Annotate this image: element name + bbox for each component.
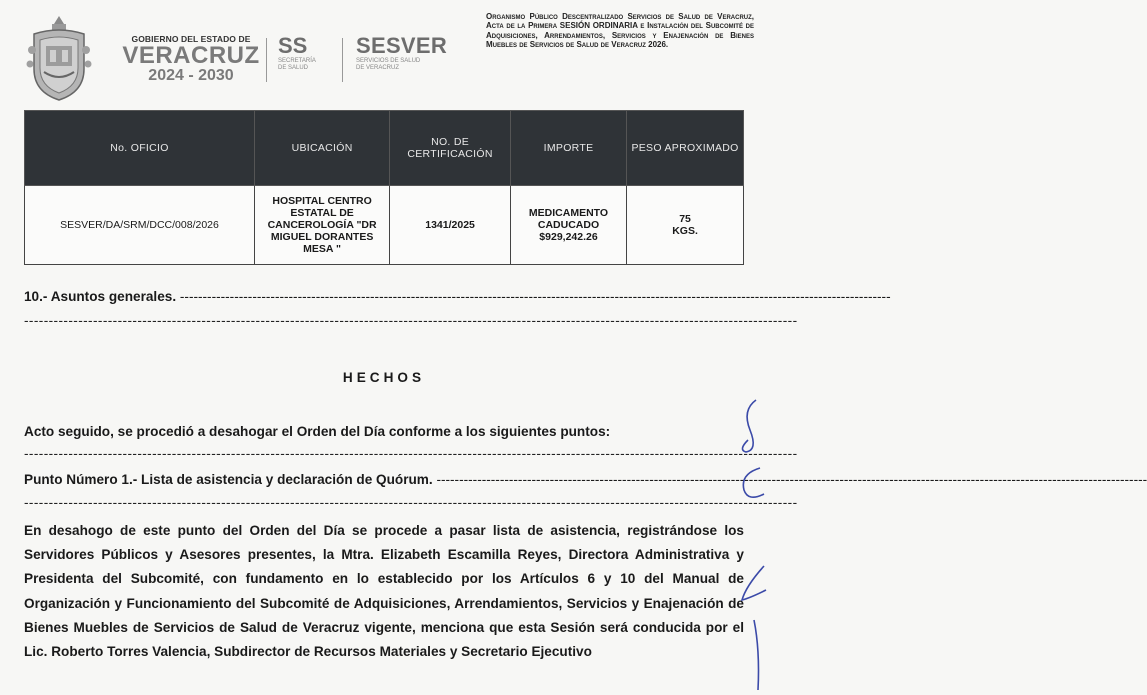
peso-line-2: KGS. (672, 225, 698, 237)
header-divider (342, 38, 343, 82)
para-part-a: En desahogo de este punto del Orden del Día se procede a pasar lista de asistencia, registrándose los Servidores Públicos y Asesores presentes, la (24, 523, 744, 563)
cell-importe (510, 186, 626, 265)
header-divider (266, 38, 267, 82)
sesver-logo (356, 34, 447, 72)
ss-logo (278, 34, 316, 72)
asuntos-text: 10.- Asuntos generales. (24, 289, 180, 304)
dash-separator: ------------------------------------------------------------------------------------------------------------------------------------------------------------- (24, 495, 798, 510)
disposal-table (24, 110, 744, 265)
cell-peso (627, 186, 744, 265)
ss-logo-sub1: SECRETARÍA (278, 58, 316, 64)
peso-line-1: 75 (679, 213, 691, 225)
dash-separator: ------------------------------------------------------------------------------------------------------------------------------------------------------------- (24, 446, 798, 461)
gov-line-3: 2024 - 2030 (148, 67, 234, 84)
gov-line-1: GOBIERNO DEL ESTADO DE (131, 34, 251, 44)
para-part-e: Subdirector de Recursos Materiales y Secretario Ejecutivo (210, 644, 592, 660)
veracruz-coat-of-arms-icon (24, 14, 94, 102)
dash-separator: ------------------------------------------------------------------------------------------------------------------------------------------------------------- (24, 313, 798, 328)
person-name-escamilla: Mtra. Elizabeth Escamilla Reyes, (341, 547, 562, 563)
acto-seguido-line (24, 424, 744, 439)
punto-1-text: Punto Número 1.- Lista de asistencia y declaración de Quórum. (24, 472, 437, 487)
importe-line-2: CADUCADO (537, 219, 600, 231)
punto-1-line (24, 472, 1147, 487)
importe-line-1: MEDICAMENTO (528, 207, 609, 219)
handwritten-signature (720, 390, 768, 690)
col-header-certificacion: NO. DE CERTIFICACIÓN (390, 111, 511, 186)
asuntos-generales-line (24, 289, 891, 304)
cell-oficio: SESVER/DA/SRM/DCC/008/2026 (25, 186, 255, 265)
cell-ubicacion: HOSPITAL CENTRO ESTATAL DE CANCEROLOGÍA "DR MIGUEL DORANTES MESA " (254, 186, 389, 265)
table-header-row (25, 111, 744, 186)
importe-line-3: $929,242.26 (539, 231, 598, 243)
dash-filler: ------------------------------------------------------------------------------------------------------------------------------------------------------------- (179, 289, 891, 304)
col-header-oficio: No. OFICIO (25, 111, 255, 186)
ss-logo-title: SS (278, 33, 308, 58)
sesver-logo-sub1: SERVICIOS DE SALUD (356, 58, 421, 64)
sesver-logo-sub2: DE VERACRUZ (356, 65, 400, 71)
acto-text: Acto seguido, se procedió a desahogar el Orden del Día conforme a los siguientes puntos: (24, 424, 611, 439)
government-logo-text (116, 34, 266, 84)
section-heading: HECHOS (342, 370, 426, 385)
gov-line-2: VERACRUZ (122, 42, 260, 69)
col-header-importe: IMPORTE (510, 111, 626, 186)
person-name-torres: Roberto Torres Valencia, (51, 644, 211, 660)
table-row (25, 186, 744, 265)
dash-filler: ------------------------------------------------------------------------------------------------------------------------------------------------------------- (436, 472, 1147, 487)
para-part-c: Directora Administrativa y Presidenta del Subcomité, con fundamento en lo establecido por los Artículos 6 y 10 del Manual de Organización y Funcionamiento del Subcomité de Adquisiciones, Arrendamientos, Servicios y Enajenación de Bienes Muebles de Servicios de Salud de Veracruz vigente, menciona que esta Sesión será conducida por el Lic. (24, 547, 744, 660)
organization-description: Organismo Público Descentralizado Servicios de Salud de Veracruz, Acta de la Primera SESIÓN ORDINARIA e Instalación del Subcomité de Adquisiciones, Arrendamientos, Servicios y Enajenación de Bienes Muebles de Servicios de Salud de Veracruz 2026. (486, 12, 754, 50)
cell-certificacion: 1341/2025 (390, 186, 511, 265)
document-header (20, 12, 754, 102)
body-paragraph (24, 519, 744, 664)
col-header-ubicacion: UBICACIÓN (254, 111, 389, 186)
ss-logo-sub2: DE SALUD (278, 65, 309, 71)
sesver-logo-title: SESVER (356, 33, 448, 58)
col-header-peso: PESO APROXIMADO (627, 111, 744, 186)
